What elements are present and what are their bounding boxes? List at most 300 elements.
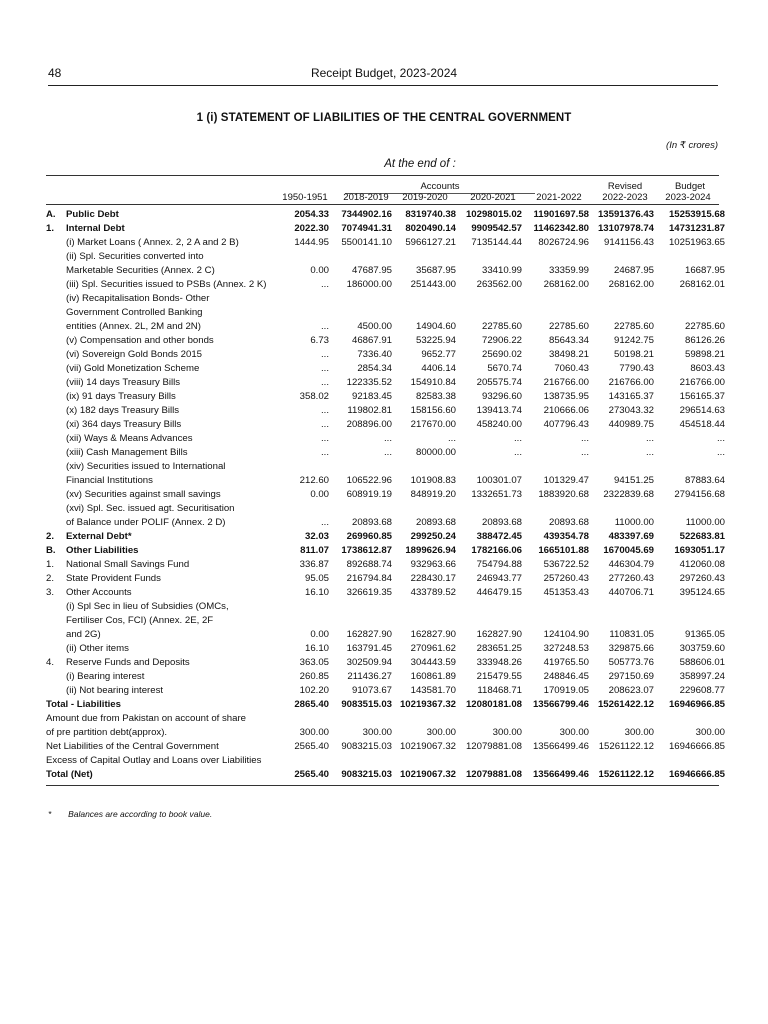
- table-row: [46, 446, 726, 460]
- column-heading-2023-2024: 2023-2024: [665, 192, 711, 203]
- table-row: [46, 376, 726, 390]
- row-label: (vi) Sovereign Gold Bonds 2015: [66, 349, 202, 360]
- table-row: [46, 264, 726, 278]
- row-label: of Balance under POLIF (Annex. 2 D): [66, 517, 226, 528]
- value-cell: 46867.91: [351, 335, 392, 346]
- value-cell: [457, 712, 523, 726]
- table-row: [46, 488, 726, 502]
- value-cell: 1444.95: [294, 237, 329, 248]
- value-cell: ...: [321, 349, 329, 360]
- value-cell: 91073.67: [351, 685, 392, 696]
- value-cell: 588606.01: [679, 657, 725, 668]
- row-label: (v) Compensation and other bonds: [66, 335, 214, 346]
- value-cell: 162827.90: [410, 629, 456, 640]
- value-cell: 228430.17: [410, 573, 456, 584]
- value-cell: [523, 754, 590, 768]
- value-cell: 12079881.08: [465, 769, 522, 780]
- row-label: (ix) 91 days Treasury Bills: [66, 391, 176, 402]
- value-cell: 25690.02: [481, 349, 522, 360]
- value-cell: [393, 460, 457, 474]
- row-code: [46, 446, 66, 460]
- row-code: [46, 390, 66, 404]
- table-header-rule: [46, 204, 719, 205]
- footnote-text: Balances are according to book value.: [68, 809, 213, 819]
- value-cell: 260.85: [299, 671, 329, 682]
- value-cell: 72906.22: [481, 335, 522, 346]
- value-cell: 848919.20: [410, 489, 456, 500]
- value-cell: 10219067.32: [399, 769, 456, 780]
- value-cell: 160861.89: [410, 671, 456, 682]
- value-cell: [523, 292, 590, 306]
- row-code: [46, 418, 66, 432]
- value-cell: 300.00: [426, 727, 456, 738]
- value-cell: [282, 460, 330, 474]
- value-cell: 7790.43: [619, 363, 654, 374]
- value-cell: 302509.94: [346, 657, 392, 668]
- value-cell: 85643.34: [548, 335, 589, 346]
- value-cell: 102.20: [299, 685, 329, 696]
- page-number: 48: [48, 66, 62, 80]
- row-label: State Provident Funds: [66, 573, 161, 584]
- value-cell: 91365.05: [684, 629, 725, 640]
- value-cell: 13107978.74: [597, 223, 654, 234]
- value-cell: 33410.99: [481, 265, 522, 276]
- row-label: Other Accounts: [66, 587, 132, 598]
- row-code: [46, 488, 66, 502]
- value-cell: [457, 754, 523, 768]
- value-cell: 15253915.68: [668, 209, 725, 220]
- row-label: (i) Spl Sec in lieu of Subsidies (OMCs,: [66, 601, 229, 612]
- value-cell: 5966127.21: [405, 237, 456, 248]
- value-cell: 8026724.96: [538, 237, 589, 248]
- value-cell: [523, 600, 590, 614]
- value-cell: 7060.43: [554, 363, 589, 374]
- value-cell: 95.05: [304, 573, 329, 584]
- column-heading-2022-2023: 2022-2023: [602, 192, 648, 203]
- value-cell: 329875.66: [608, 643, 654, 654]
- table-row: [46, 362, 726, 376]
- row-label: (xi) 364 days Treasury Bills: [66, 419, 182, 430]
- column-heading-2018-2019: 2018-2019: [343, 192, 389, 203]
- row-code: [46, 236, 66, 250]
- value-cell: [330, 292, 393, 306]
- row-label: Internal Debt: [66, 223, 125, 234]
- value-cell: ...: [384, 447, 392, 458]
- row-label: Total (Net): [46, 769, 93, 780]
- revised-group-heading: Revised: [607, 181, 643, 192]
- value-cell: ...: [448, 433, 456, 444]
- statement-title: 1 (i) STATEMENT OF LIABILITIES OF THE CENTRAL GOVERNMENT: [196, 112, 572, 124]
- footnote-mark: *: [48, 809, 52, 819]
- value-cell: 7074941.31: [341, 223, 392, 234]
- row-label: (xiii) Cash Management Bills: [66, 447, 188, 458]
- table-row: [46, 418, 726, 432]
- table-row: [46, 558, 726, 572]
- value-cell: 358.02: [299, 391, 329, 402]
- column-heading-1950-1951: 1950-1951: [282, 192, 328, 203]
- value-cell: [393, 614, 457, 628]
- value-cell: [590, 712, 655, 726]
- row-label: (i) Bearing interest: [66, 671, 145, 682]
- table-row: [46, 278, 726, 292]
- value-cell: [523, 250, 590, 264]
- value-cell: 82583.38: [415, 391, 456, 402]
- value-cell: 9083215.03: [341, 769, 392, 780]
- value-cell: [330, 502, 393, 516]
- value-cell: 210666.06: [543, 405, 589, 416]
- row-label: (iii) Spl. Securities issued to PSBs (Annex. 2 K): [66, 279, 267, 290]
- value-cell: [655, 250, 726, 264]
- row-code: [46, 460, 66, 474]
- value-cell: 1665101.88: [538, 545, 589, 556]
- value-cell: 1693051.17: [674, 545, 725, 556]
- value-cell: 12079881.08: [465, 741, 522, 752]
- row-label: Excess of Capital Outlay and Loans over Liabilities: [46, 755, 262, 766]
- value-cell: 7135144.44: [471, 237, 522, 248]
- value-cell: 208896.00: [346, 419, 392, 430]
- value-cell: 454518.44: [679, 419, 725, 430]
- value-cell: 162827.90: [346, 629, 392, 640]
- value-cell: 326619.35: [346, 587, 392, 598]
- value-cell: 327248.53: [543, 643, 589, 654]
- value-cell: [457, 250, 523, 264]
- table-row: [46, 250, 726, 264]
- value-cell: 119802.81: [347, 405, 392, 416]
- value-cell: ...: [384, 433, 392, 444]
- value-cell: 22785.60: [481, 321, 522, 332]
- value-cell: 208623.07: [608, 685, 654, 696]
- units-note: (In ₹ crores): [666, 140, 718, 151]
- table-row: [46, 768, 726, 782]
- value-cell: ...: [514, 433, 522, 444]
- value-cell: 156165.37: [679, 391, 725, 402]
- row-label: Net Liabilities of the Central Government: [46, 741, 219, 752]
- row-label: External Debt*: [66, 531, 132, 542]
- row-code: B.: [46, 545, 56, 556]
- value-cell: 22785.60: [613, 321, 654, 332]
- value-cell: 754794.88: [476, 559, 522, 570]
- value-cell: 419765.50: [543, 657, 589, 668]
- row-label: (xiv) Securities issued to International: [66, 461, 226, 472]
- budget-group-heading: Budget: [674, 181, 706, 192]
- table-row: [46, 432, 726, 446]
- value-cell: [457, 614, 523, 628]
- row-label: of pre partition debt(approx).: [46, 727, 168, 738]
- value-cell: 10251963.65: [668, 237, 725, 248]
- value-cell: 11462342.80: [533, 223, 589, 234]
- value-cell: 9652.77: [421, 349, 456, 360]
- value-cell: ...: [321, 405, 329, 416]
- row-code: 1.: [46, 223, 55, 234]
- row-code: [46, 474, 66, 488]
- value-cell: 439354.78: [543, 531, 589, 542]
- value-cell: [393, 600, 457, 614]
- value-cell: [655, 614, 726, 628]
- value-cell: 483397.69: [608, 531, 654, 542]
- value-cell: 50198.21: [613, 349, 654, 360]
- value-cell: 170919.05: [543, 685, 589, 696]
- row-code: [46, 432, 66, 446]
- value-cell: 8020490.14: [405, 223, 456, 234]
- value-cell: 154910.84: [410, 377, 456, 388]
- value-cell: 217670.00: [410, 419, 456, 430]
- value-cell: ...: [321, 279, 329, 290]
- value-cell: ...: [646, 433, 654, 444]
- value-cell: [330, 460, 393, 474]
- value-cell: 304443.59: [410, 657, 456, 668]
- value-cell: [393, 502, 457, 516]
- row-code: [46, 502, 66, 516]
- value-cell: 47687.95: [351, 265, 392, 276]
- value-cell: 451353.43: [543, 587, 589, 598]
- value-cell: 9083215.03: [341, 741, 392, 752]
- row-code: 3.: [46, 587, 55, 598]
- table-row: [46, 348, 726, 362]
- value-cell: 205575.74: [476, 377, 522, 388]
- value-cell: 10219367.32: [399, 699, 456, 710]
- value-cell: 15261122.12: [598, 741, 654, 752]
- row-label: Marketable Securities (Annex. 2 C): [66, 265, 215, 276]
- value-cell: [330, 614, 393, 628]
- table-row: [46, 320, 726, 334]
- row-code: [46, 334, 66, 348]
- value-cell: 118468.71: [477, 685, 522, 696]
- value-cell: 407796.43: [543, 419, 589, 430]
- value-cell: [393, 754, 457, 768]
- row-label: Amount due from Pakistan on account of share: [46, 713, 246, 724]
- value-cell: 11000.00: [685, 517, 725, 528]
- table-row: [46, 586, 726, 600]
- row-label: Other Liabilities: [66, 545, 139, 556]
- value-cell: [282, 754, 330, 768]
- value-cell: 9141156.43: [604, 237, 654, 248]
- value-cell: 1738612.87: [341, 545, 392, 556]
- value-cell: 16946966.85: [668, 699, 725, 710]
- value-cell: 1782166.06: [471, 545, 522, 556]
- value-cell: 59898.21: [684, 349, 725, 360]
- value-cell: 5670.74: [487, 363, 522, 374]
- table-row: [46, 292, 726, 306]
- value-cell: [282, 600, 330, 614]
- value-cell: 2565.40: [294, 741, 329, 752]
- value-cell: 5500141.10: [341, 237, 392, 248]
- value-cell: 300.00: [362, 727, 392, 738]
- value-cell: 263562.00: [476, 279, 522, 290]
- row-code: [46, 362, 66, 376]
- value-cell: 13591376.43: [597, 209, 654, 220]
- value-cell: 9083515.03: [341, 699, 392, 710]
- value-cell: 248846.45: [543, 671, 589, 682]
- value-cell: 522683.81: [679, 531, 725, 542]
- value-cell: 268162.00: [608, 279, 654, 290]
- table-row: [46, 222, 726, 236]
- value-cell: [590, 600, 655, 614]
- value-cell: 20893.68: [481, 517, 522, 528]
- footnote: [48, 809, 212, 819]
- value-cell: 122335.52: [346, 377, 392, 388]
- column-heading-2020-2021: 2020-2021: [470, 192, 516, 203]
- value-cell: 211436.27: [347, 671, 392, 682]
- row-label: Financial Institutions: [66, 475, 153, 486]
- row-label: Public Debt: [66, 209, 119, 220]
- value-cell: 20893.68: [351, 517, 392, 528]
- value-cell: [330, 712, 393, 726]
- value-cell: 2322839.68: [603, 489, 654, 500]
- value-cell: 932963.66: [410, 559, 456, 570]
- value-cell: ...: [321, 433, 329, 444]
- value-cell: [282, 306, 330, 320]
- value-cell: 139413.74: [476, 405, 522, 416]
- row-code: 2.: [46, 573, 55, 584]
- value-cell: 162827.90: [476, 629, 522, 640]
- value-cell: 251443.00: [410, 279, 456, 290]
- table-row: [46, 572, 726, 586]
- value-cell: [282, 250, 330, 264]
- value-cell: ...: [321, 517, 329, 528]
- value-cell: 2865.40: [294, 699, 329, 710]
- value-cell: 215479.55: [476, 671, 522, 682]
- value-cell: [655, 460, 726, 474]
- value-cell: 11901697.58: [533, 209, 589, 220]
- value-cell: 433789.52: [410, 587, 456, 598]
- value-cell: [590, 614, 655, 628]
- value-cell: 15261422.12: [597, 699, 654, 710]
- value-cell: 216766.00: [608, 377, 654, 388]
- value-cell: 1899626.94: [405, 545, 456, 556]
- value-cell: 101329.47: [543, 475, 589, 486]
- value-cell: 8319740.38: [405, 209, 456, 220]
- row-code: A.: [46, 209, 56, 220]
- table-row: [46, 516, 726, 530]
- value-cell: [457, 502, 523, 516]
- value-cell: [523, 460, 590, 474]
- value-cell: 33359.99: [548, 265, 589, 276]
- row-label: (i) Market Loans ( Annex. 2, 2 A and 2 B): [66, 237, 239, 248]
- value-cell: [393, 292, 457, 306]
- row-code: [46, 628, 66, 642]
- value-cell: 388472.45: [476, 531, 522, 542]
- value-cell: [523, 614, 590, 628]
- row-label: (iv) Recapitalisation Bonds- Other: [66, 293, 210, 304]
- value-cell: 10219067.32: [399, 741, 456, 752]
- value-cell: [393, 250, 457, 264]
- accounts-group-heading: Accounts: [420, 181, 460, 192]
- value-cell: 38498.21: [548, 349, 589, 360]
- value-cell: [655, 306, 726, 320]
- row-label: (xii) Ways & Means Advances: [66, 433, 193, 444]
- value-cell: 303759.60: [679, 643, 725, 654]
- value-cell: 16.10: [304, 587, 329, 598]
- row-label: and 2G): [66, 629, 101, 640]
- row-label: entities (Annex. 2L, 2M and 2N): [66, 321, 201, 332]
- row-label: National Small Savings Fund: [66, 559, 190, 570]
- value-cell: [590, 754, 655, 768]
- column-heading-2021-2022: 2021-2022: [536, 192, 582, 203]
- value-cell: 2022.30: [294, 223, 329, 234]
- value-cell: 297150.69: [608, 671, 654, 682]
- value-cell: [590, 306, 655, 320]
- value-cell: [655, 502, 726, 516]
- row-code: [46, 278, 66, 292]
- row-label: (ii) Other items: [66, 643, 129, 654]
- table-row: [46, 306, 726, 320]
- table-row: [46, 544, 726, 558]
- table-row: [46, 236, 726, 250]
- value-cell: 412060.08: [679, 559, 725, 570]
- value-cell: [590, 250, 655, 264]
- value-cell: [457, 292, 523, 306]
- liabilities-table: [46, 208, 726, 782]
- value-cell: [393, 306, 457, 320]
- value-cell: 138735.95: [543, 391, 589, 402]
- value-cell: [330, 250, 393, 264]
- value-cell: [282, 712, 330, 726]
- value-cell: 163791.45: [346, 643, 392, 654]
- value-cell: 300.00: [299, 727, 329, 738]
- value-cell: 86126.26: [684, 335, 725, 346]
- value-cell: 110831.05: [609, 629, 654, 640]
- value-cell: ...: [717, 447, 725, 458]
- value-cell: 299250.24: [410, 531, 456, 542]
- value-cell: 446304.79: [608, 559, 654, 570]
- value-cell: 13566499.46: [532, 769, 589, 780]
- value-cell: 16.10: [304, 643, 329, 654]
- value-cell: 143165.37: [608, 391, 654, 402]
- value-cell: 1883920.68: [538, 489, 589, 500]
- value-cell: 13566799.46: [532, 699, 589, 710]
- value-cell: 446479.15: [476, 587, 522, 598]
- value-cell: [282, 292, 330, 306]
- value-cell: 53225.94: [415, 335, 456, 346]
- value-cell: 216794.84: [346, 573, 392, 584]
- value-cell: 268162.00: [543, 279, 589, 290]
- table-row: [46, 502, 726, 516]
- value-cell: 4406.14: [421, 363, 456, 374]
- value-cell: 24687.95: [613, 265, 654, 276]
- table-row: [46, 390, 726, 404]
- value-cell: 268162.01: [679, 279, 725, 290]
- value-cell: [655, 754, 726, 768]
- value-cell: [330, 754, 393, 768]
- value-cell: 440989.75: [608, 419, 654, 430]
- value-cell: 216766.00: [679, 377, 725, 388]
- value-cell: 297260.43: [679, 573, 725, 584]
- value-cell: 158156.60: [410, 405, 456, 416]
- value-cell: 10298015.02: [465, 209, 522, 220]
- value-cell: [523, 306, 590, 320]
- value-cell: 7344902.16: [341, 209, 392, 220]
- table-row: [46, 334, 726, 348]
- table-row: [46, 754, 726, 768]
- value-cell: 106522.96: [346, 475, 392, 486]
- value-cell: 300.00: [492, 727, 522, 738]
- table-row: [46, 404, 726, 418]
- row-label: (ii) Spl. Securities converted into: [66, 251, 204, 262]
- value-cell: ...: [321, 419, 329, 430]
- value-cell: 8603.43: [690, 363, 725, 374]
- value-cell: ...: [321, 377, 329, 388]
- value-cell: 505773.76: [608, 657, 654, 668]
- value-cell: 2565.40: [294, 769, 329, 780]
- value-cell: 1332651.73: [471, 489, 522, 500]
- value-cell: [330, 306, 393, 320]
- value-cell: 536722.52: [543, 559, 589, 570]
- value-cell: 395124.65: [679, 587, 725, 598]
- value-cell: 277260.43: [608, 573, 654, 584]
- value-cell: 16687.95: [684, 265, 725, 276]
- row-label: (xvi) Spl. Sec. issued agt. Securitisation: [66, 503, 235, 514]
- value-cell: 2854.34: [357, 363, 392, 374]
